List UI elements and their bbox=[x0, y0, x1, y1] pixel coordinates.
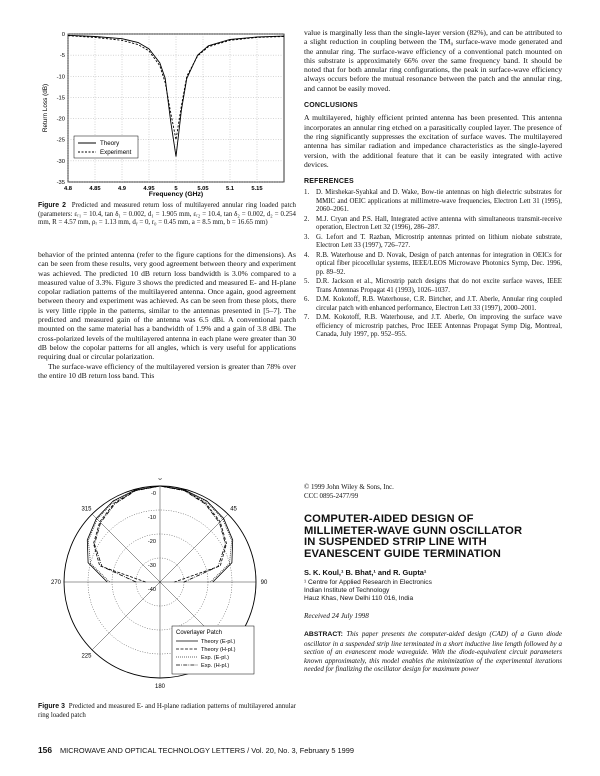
radial-tick-label: -0 bbox=[151, 491, 156, 497]
angle-label: 225 bbox=[81, 653, 92, 660]
figure-2-caption-text: Predicted and measured return loss of multilayered annular ring loaded patch (parameters: εᵣ₁ = 10.4, tan δ₁ = 0.002, d₁ = 1.905 mm, εᵣ₂ = 10.4, tan δ₂ = 0.002, d₂ = 0.254 mm, R = 4.57 mm, ρᵣ = 1.13 mm, dᵧ = 0, r₀ = 0.45 mm, a = 8.5 mm, b = 16.65 mm) bbox=[38, 202, 296, 227]
angle-label: 90 bbox=[260, 580, 268, 586]
figure-2 bbox=[38, 26, 296, 198]
x-tick-label: 5.05 bbox=[197, 186, 209, 192]
angle-label: 45 bbox=[230, 506, 237, 513]
figure-3-caption bbox=[38, 703, 296, 720]
y-tick-label: 0 bbox=[61, 32, 65, 38]
ccc-code: CCC 0895-2477/99 bbox=[304, 492, 359, 500]
y-tick-label: -5 bbox=[59, 53, 65, 60]
reference-item: 4. R.B. Waterhouse and D. Novak, Design of patch antennas for integration in OEICs for optical fiber picocellular systems, IEEE/LEOS Microwave Photonics Symp, Dec. 1996, pp. 89–92. bbox=[304, 251, 562, 276]
article-2-authors: S. K. Koul,¹ B. Bhat,¹ and R. Gupta¹ bbox=[304, 568, 427, 578]
references-heading: REFERENCES bbox=[304, 178, 354, 186]
abstract-label: ABSTRACT: bbox=[304, 630, 343, 638]
body-paragraph-2: The surface-wave efficiency of the multilayered version is greater than 78% over the entire 10 dB return loss band. This bbox=[38, 361, 296, 380]
x-tick-label: 5.15 bbox=[251, 186, 263, 192]
angle-label: 270 bbox=[50, 580, 62, 586]
y-tick-label: -30 bbox=[56, 158, 65, 165]
y-tick-label: -20 bbox=[56, 116, 65, 123]
page-footer bbox=[38, 745, 354, 755]
page-number: 156 bbox=[38, 745, 52, 755]
legend-exp-h: Exp. (H-pl.) bbox=[201, 663, 230, 669]
affiliation-line: Hauz Khas, New Delhi 110 016, India bbox=[304, 594, 414, 602]
legend-theory: Theory bbox=[100, 140, 120, 147]
article-2 bbox=[304, 514, 562, 674]
radial-tick-label: -40 bbox=[147, 587, 156, 593]
reference-item: 2. M.J. Cryan and P.S. Hall, Integrated active antenna with simultaneous transmit-receive operation, Electron Lett 32 (1996), 286–287. bbox=[304, 215, 562, 232]
angle-label: 180 bbox=[154, 684, 166, 690]
body-paragraph-3: value is marginally less than the single-layer version (82%), and can be attributed to a slight reduction in coupling between the TM₀ surface-wave mode generated and the annular ring. The surface-wave efficiency of a conventional patch mounted on this substrate is approximately 66% over the same frequency band. It should be noted that for both annular ring configurations, the peak in surface-wave efficiency always occurs before the mutual resonance between the patch and the annular ring, and cannot be easily moved. bbox=[304, 28, 562, 93]
y-tick-label: -15 bbox=[56, 95, 65, 102]
article-2-title-line: MILLIMETER-WAVE GUNN OSCILLATOR bbox=[304, 524, 523, 537]
radial-tick-label: -10 bbox=[147, 515, 156, 521]
reference-item: 6. D.M. Kokotoff, R.B. Waterhouse, C.R. Birtcher, and J.T. Aberle, Annular ring coupled circular patch with enhanced performance, Electron Lett 33 (1997), 2000–2001. bbox=[304, 296, 562, 312]
reference-item: 7. D.M. Kokotoff, R.B. Waterhouse, and J.T. Aberle, On improving the surface wave efficiency of microstrip patches, Proc IEEE Antennas Propagat Symp Dig, Montreal, Canada, July 1997, pp. 952–955. bbox=[304, 314, 562, 339]
polar-legend bbox=[172, 626, 254, 674]
return-loss-chart bbox=[38, 26, 296, 198]
article-2-title-line: EVANESCENT GUIDE TERMINATION bbox=[304, 547, 501, 560]
conclusions-heading: CONCLUSIONS bbox=[304, 102, 358, 110]
received-date: Received 24 July 1998 bbox=[304, 611, 369, 620]
polar-spoke bbox=[160, 514, 228, 582]
conclusions-paragraph: A multilayered, highly efficient printed antenna has been presented. This antenna incorporates an annular ring etched on a parasitically coupled layer. The presence of the ring significantly suppresses the excitation of surface waves. The multilayered antenna has similar radiation and impedance characteristics as the single-layered version, with the additional feature that it can be easily integrated with active devices. bbox=[304, 113, 562, 169]
angle-label: 315 bbox=[81, 506, 92, 513]
polar-spoke bbox=[92, 514, 160, 582]
journal-line: MICROWAVE AND OPTICAL TECHNOLOGY LETTERS / Vol. 20, No. 3, February 5 1999 bbox=[59, 746, 354, 755]
copyright-line: © 1999 John Wiley & Sons, Inc. bbox=[304, 484, 394, 491]
y-axis-label: Return Loss (dB) bbox=[42, 83, 49, 133]
chart-legend bbox=[74, 136, 138, 158]
radial-tick-label: -20 bbox=[147, 539, 156, 545]
x-tick-label: 4.85 bbox=[89, 186, 101, 192]
x-axis-label: Frequency (GHz) bbox=[148, 191, 204, 198]
abstract-text: This paper presents the computer-aided design (CAD) of a Gunn diode oscillator in a suspended strip line terminated in a short inductive line length followed by a section of an evanescent mode waveguide. With the diode-equivalent circuit parameters known approximately, this model enables the minimization of the experimental iterations needed for finalizing the oscillator design for maximum power bbox=[304, 629, 563, 674]
figure-3-label: Figure 3 bbox=[38, 703, 65, 710]
polar-legend-title: Coverlayer Patch bbox=[176, 630, 223, 636]
x-tick-label: 5.1 bbox=[225, 186, 235, 192]
radiation-pattern-chart bbox=[38, 478, 296, 700]
figure-2-label: Figure 2 bbox=[38, 202, 66, 209]
angle-label: 0 bbox=[158, 478, 162, 482]
reference-item: 3. G. Lefort and T. Razban, Microstrip antennas printed on lithium niobate substrate, Electron Lett 33 (1997), 726–727. bbox=[304, 233, 562, 250]
figure-3-caption-text: Predicted and measured E- and H-plane radiation patterns of multilayered annular ring loaded patch bbox=[38, 703, 296, 719]
legend-experiment: Experiment bbox=[100, 149, 132, 156]
radial-tick-label: -30 bbox=[147, 563, 156, 569]
x-tick-label: 4.8 bbox=[63, 186, 73, 192]
y-tick-label: -25 bbox=[56, 137, 65, 144]
legend-theory-e: Theory (E-pl.) bbox=[201, 639, 236, 645]
x-tick-label: 4.9 bbox=[117, 186, 127, 192]
figure-2-caption bbox=[38, 202, 296, 228]
abstract bbox=[304, 630, 562, 674]
article-2-title-line: COMPUTER-AIDED DESIGN OF bbox=[304, 513, 474, 525]
legend-theory-h: Theory (H-pl.) bbox=[201, 647, 236, 653]
reference-item: 1. D. Mirshekar-Syahkal and D. Wake, Bow-tie antennas on high dielectric substrates for MMIC and OEIC applications at millimetre-wave frequencies, Electron Lett 31 (1995), 2060–2061. bbox=[304, 189, 562, 214]
y-tick-label: -10 bbox=[56, 74, 65, 81]
reference-list bbox=[304, 189, 562, 340]
x-tick-label: 5 bbox=[174, 186, 178, 192]
affiliation-line: ¹ Centre for Applied Research in Electronics bbox=[304, 578, 432, 586]
legend-exp-e: Exp. (E-pl.) bbox=[201, 655, 229, 661]
x-tick-label: 4.95 bbox=[143, 186, 155, 192]
article-2-title-line: IN SUSPENDED STRIP LINE WITH bbox=[304, 536, 487, 549]
affiliation-line: Indian Institute of Technology bbox=[304, 586, 390, 594]
figure-3 bbox=[38, 478, 296, 700]
reference-item: 5. D.R. Jackson et al., Microstrip patch designs that do not excite surface waves, IEEE Trans Antennas Propagat 41 (1993), 1026–1037. bbox=[304, 278, 562, 294]
y-tick-label: -35 bbox=[56, 180, 65, 186]
body-paragraph-1: behavior of the printed antenna (refer to the figure captions for the dimensions). As can be seen from these results, very good agreement between theory and experiment was achieved. The predicted 10 dB return loss bandwidth is 3.0% compared to a measured value of 3.3%. Figure 3 shows the predicted and measured E- and H-plane copolar radiation patterns of the multilayered antenna. Once again, good agreement between theory and experiment was achieved. As can be seen from these plots, there is very little ripple in the patterns, similar to the antennas presented in [5–7]. The predicted and measured gain of the antenna was 6.5 dBi. A conventional patch mounted on the same material has a bandwidth of 1.9% and a gain of 3.8 dBi. The cross-polarized levels of the multilayered antenna in each plane were greater than 30 dB below the copolar patterns for all angles, which is very useful for applications requiring dual or circular polarization. bbox=[38, 250, 296, 362]
